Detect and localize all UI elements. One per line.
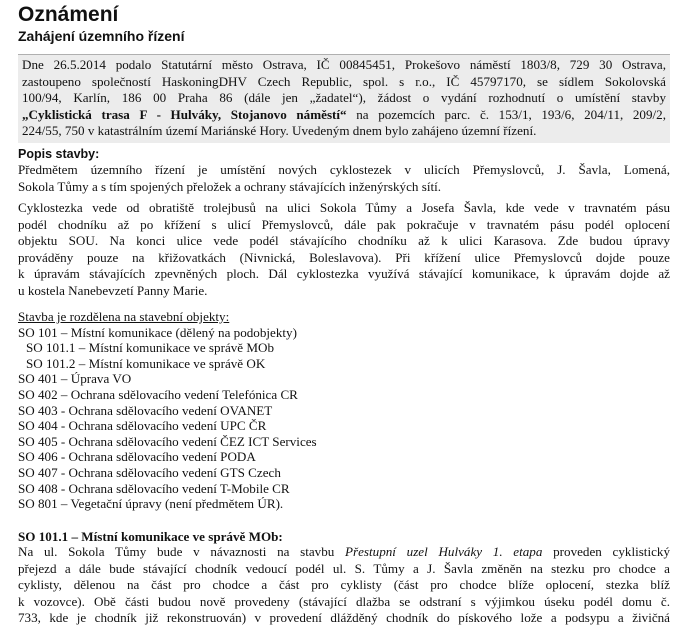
list-item: SO 402 – Ochrana sdělovacího vedení Telefónica CR bbox=[18, 386, 298, 402]
intro-box bbox=[18, 54, 670, 143]
intro-line-1: Dne 26.5.2014 podalo Statutární město Ostrava, IČ 00845451, Prokešovo náměstí 1803/8, 729 30 Ostrava, bbox=[22, 57, 666, 72]
so1011-heading: SO 101.1 – Místní komunikace ve správě MOb: bbox=[18, 529, 283, 544]
list-item: SO 101 – Místní komunikace (dělený na podobjekty) bbox=[18, 324, 297, 340]
objects-list bbox=[18, 325, 670, 512]
list-item: SO 101.2 – Místní komunikace ve správě OK bbox=[26, 355, 266, 371]
so1011-line-4: k vozovce). Obě části budou nově provedeny (stávající dlažba se odstraní s výjimkou úseku podél domu č. bbox=[18, 593, 670, 609]
list-item: SO 801 – Vegetační úpravy (není předmětem ÚR). bbox=[18, 496, 284, 512]
project-name: „Cyklistická trasa F - Hulváky, Stojanovo náměstí“ bbox=[22, 106, 347, 122]
popis-p2-line-6: u kostela Nanebevzetí Panny Marie. bbox=[18, 282, 208, 298]
intro-line-5: 224/55, 750 v katastrálním území Mariánské Hory. Uvedeným dnem bylo zahájeno územní řízení. bbox=[22, 123, 537, 138]
list-item: SO 401 – Úprava VO bbox=[18, 371, 132, 387]
page-subtitle: Zahájení územního řízení bbox=[18, 28, 185, 44]
popis-paragraph-2 bbox=[18, 200, 670, 299]
popis-paragraph-1 bbox=[18, 162, 670, 195]
popis-p2-line-5: k úpravám stávajících zpevněných ploch. Dál cyklostezka využívá stávající komunikace, k úpravám dojde až bbox=[18, 266, 670, 281]
list-item: SO 406 - Ochrana sdělovacího vedení PODA bbox=[18, 449, 256, 465]
intro-line-4-rest: na pozemcích parc. č. 153/1, 193/6, 204/11, 209/2, bbox=[346, 106, 666, 122]
popis-p2-line-3: objektu SOU. Na konci ulice vede podél stávajícího chodníku až k ulici Karasova. Zde budou úpravy bbox=[18, 233, 670, 248]
list-item: SO 403 - Ochrana sdělovacího vedení OVANET bbox=[18, 402, 273, 418]
so1011-section bbox=[18, 529, 670, 627]
list-item: SO 101.1 – Místní komunikace ve správě MOb bbox=[26, 340, 275, 356]
so1011-line-1-b: proveden cyklistický bbox=[542, 544, 670, 559]
popis-p1-line-1: Předmětem územního řízení je umístění nových cyklostezek v ulicích Přemyslovců, J. Šavla, Lomená, bbox=[18, 162, 670, 177]
popis-section bbox=[18, 147, 670, 299]
objects-heading: Stavba je rozdělena na stavební objekty: bbox=[18, 309, 230, 324]
so1011-line-3: cyklisty, dělenou na část pro chodce a část pro cyklisty (část pro chodce blíže oplocení, stezka blíž bbox=[18, 577, 670, 592]
page-title: Oznámení bbox=[18, 3, 119, 26]
intro-line-3: 100/94, Karlín, 186 00 Praha 86 (dále jen „žadatel“), žádost o vydání rozhodnutí o umístění stavby bbox=[22, 90, 666, 105]
intro-paragraph bbox=[22, 57, 666, 140]
popis-p2-line-1: Cyklostezka vede od obratiště trolejbusů na ulici Sokola Tůmy a Josefa Šavla, kde vede v travnatém pásu bbox=[18, 200, 670, 215]
popis-heading: Popis stavby: bbox=[18, 147, 100, 161]
so1011-line-1 bbox=[18, 544, 670, 561]
so1011-line-2: přejezd a dále bude stávající chodník vedoucí podél ul. S. Tůmy a J. Šavla změněn na stezku pro chodce a bbox=[18, 560, 670, 576]
popis-p2-line-4: prováděny pouze na křižovatkách (Nivnická, Boleslavova). Při křížení ulice Přemyslovců dojde pouze bbox=[18, 249, 670, 265]
intro-line-2: zastoupeno společností HaskoningDHV Czech Republic, spol. s r.o., IČ 45797170, se sídlem Sokolovská bbox=[22, 73, 666, 89]
list-item: SO 408 - Ochrana sdělovacího vedení T-Mobile CR bbox=[18, 480, 290, 496]
so1011-line-1-a: Na ul. Sokola Tůmy bude v návaznosti na stavbu bbox=[18, 544, 346, 559]
list-item: SO 404 - Ochrana sdělovacího vedení UPC ČR bbox=[18, 418, 267, 434]
objects-section bbox=[18, 309, 670, 512]
referenced-project: Přestupní uzel Hulváky 1. etapa bbox=[345, 544, 543, 559]
popis-p1-line-2: Sokola Tůmy a s tím spojených přeložek a ochrany stávajících inženýrských sítí. bbox=[18, 178, 442, 194]
intro-line-4 bbox=[22, 107, 666, 124]
so1011-paragraph bbox=[18, 544, 670, 627]
so1011-line-5: 733, kde je chodník již rekonstruován) v provedení dlážděný chodník do pískového lože a podsypu a živičná bbox=[18, 610, 670, 625]
list-item: SO 405 - Ochrana sdělovacího vedení ČEZ ICT Services bbox=[18, 433, 317, 449]
popis-p2-line-2: podél chodníku až po křížení s ulicí Přemyslovců, dále pak pokračuje v travnatém pásu podél oplocení bbox=[18, 216, 670, 232]
list-item: SO 407 - Ochrana sdělovacího vedení GTS Czech bbox=[18, 464, 281, 480]
